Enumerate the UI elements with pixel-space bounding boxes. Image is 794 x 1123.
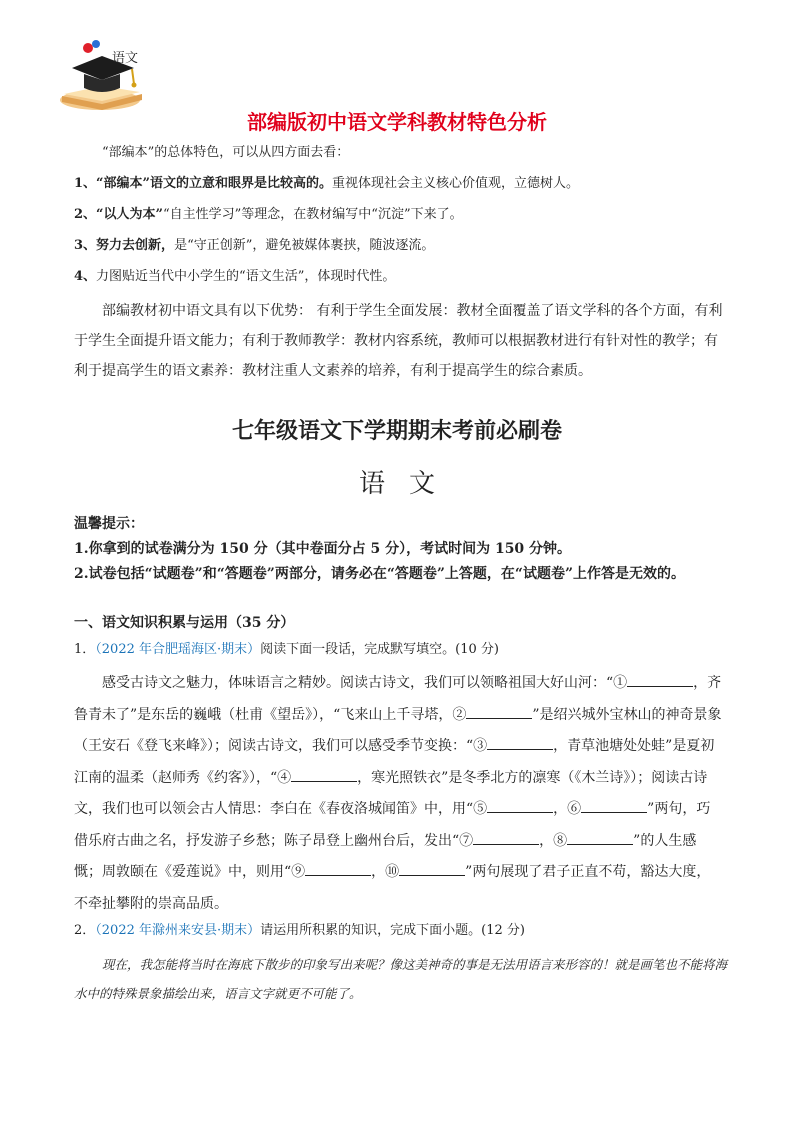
answer-blank[interactable] [487,798,553,813]
answer-blank[interactable] [581,798,647,813]
passage-text: ，寒光照铁衣”是冬季北方的凛寒（《木兰诗》）；阅读古诗文，我们也可以领会古人情思：李白在《春夜洛城闻笛》中，用“⑤ [74,769,708,817]
passage-text: ”的人生感慨；周敦颐在《爱莲说》中，则用“⑨ [74,832,697,880]
advantage-paragraph: 部编教材初中语文具有以下优势： 有利于学生全面发展：教材全面覆盖了语文学科的各个方面，有利于学生全面提升语文能力；有利于教师教学：教材内容系统，教师可以根据教材进行有针对性的教学；有利于提高学生的语文素养：教材注重人文素养的培养，有利于提高学生的综合素质。 [74,303,723,379]
answer-blank[interactable] [627,672,693,687]
passage-text: ，⑧ [539,832,568,849]
passage-text: ”是绍兴城外宝林山的神奇景象（王安石《登飞来峰》）；阅读古诗文，我们可以感受季节变换：“③ [74,706,722,754]
intro-lead: “部编本”的总体特色，可以从四方面去看： [102,145,350,160]
answer-blank[interactable] [466,704,532,719]
intro-point-1 [74,174,579,194]
point-rest: 力图贴近当代中小学生的“语文生活”，体现时代性。 [96,269,396,284]
point-rest: 重视体现社会主义核心价值观，立德树人。 [332,176,580,191]
exam-subject: 语文 [358,469,459,499]
question-number: 2． [74,923,96,938]
answer-blank[interactable] [305,861,371,876]
point-number: 3、 [74,238,97,253]
tips-heading: 温馨提示： [74,516,144,532]
point-number: 1、 [74,176,97,191]
question-text: 请运用所积累的知识，完成下面小题。(12 分) [260,923,525,938]
answer-blank[interactable] [291,767,357,782]
logo-label: 语文 [112,51,139,66]
question-source: （2022 年合肥瑶海区·期末） [95,642,261,657]
point-number: 4、 [74,269,97,284]
intro-point-3 [74,236,434,256]
point-number: 2、 [74,207,97,222]
page-title: 部编版初中语文学科教材特色分析 [247,110,547,134]
passage-text: ，青草池塘处处蛙”是夏初江南的温柔（赵师秀《约客》），“④ [74,738,715,786]
answer-blank[interactable] [473,830,539,845]
point-rest: “自主性学习”等理念，在教材编写中“沉淀”下来了。 [163,207,463,222]
passage-text: ，⑥ [553,801,582,817]
graduation-cap-book-logo [58,38,158,116]
fill-in-passage [74,668,724,920]
exam-title: 七年级语文下学期期末考前必刷卷 [231,419,562,444]
passage-text: ”两句，巧借乐府古曲之名，抒发游子乡愁；陈子昂登上幽州台后，发出“⑦ [74,801,711,849]
section-heading: 一、语文知识积累与运用（35 分） [74,615,295,631]
point-bold: “以人为本” [96,207,164,222]
tip-2: 2.试卷包括“试题卷”和“答题卷”两部分，请务必在“答题卷”上答题，在“试题卷”上作答是无效的。 [74,566,686,582]
answer-blank[interactable] [567,830,633,845]
passage-text: 感受古诗文之魅力，体味语言之精妙。阅读古诗文，我们可以领略祖国大好山河：“① [102,675,628,691]
question-2-header [74,921,734,941]
quoted-passage: 现在，我怎能将当时在海底下散步的印象写出来呢？像这美神奇的事是无法用语言来形容的！就是画笔也不能将海水中的特殊景象描绘出来，语言文字就更不可能了。 [74,957,728,1001]
answer-blank[interactable] [399,861,465,876]
question-text: 阅读下面一段话，完成默写填空。(10 分) [260,642,499,657]
passage-text: ，⑩ [371,864,400,880]
passage-text: ，齐鲁青未了”是东岳的巍峨（杜甫《望岳》），“飞来山上千寻塔，② [74,675,722,723]
passage-text: ”两句展现了君子正直不苟，豁达大度，不牵扯攀附的崇高品质。 [74,864,711,912]
point-bold: “部编本”语文的立意和眼界是比较高的。 [96,176,333,191]
question-number: 1． [74,642,96,657]
point-rest: 是“守正创新”，避免被媒体裹挟，随波逐流。 [174,238,435,253]
question-1-header [74,640,734,660]
question-source: （2022 年滁州来安县·期末） [95,923,261,938]
point-bold: 努力去创新， [96,238,175,253]
tip-1: 1.你拿到的试卷满分为 150 分（其中卷面分占 5 分），考试时间为 150 分钟。 [74,541,572,557]
intro-point-4 [74,267,395,287]
intro-point-2 [74,205,463,225]
answer-blank[interactable] [487,735,553,750]
